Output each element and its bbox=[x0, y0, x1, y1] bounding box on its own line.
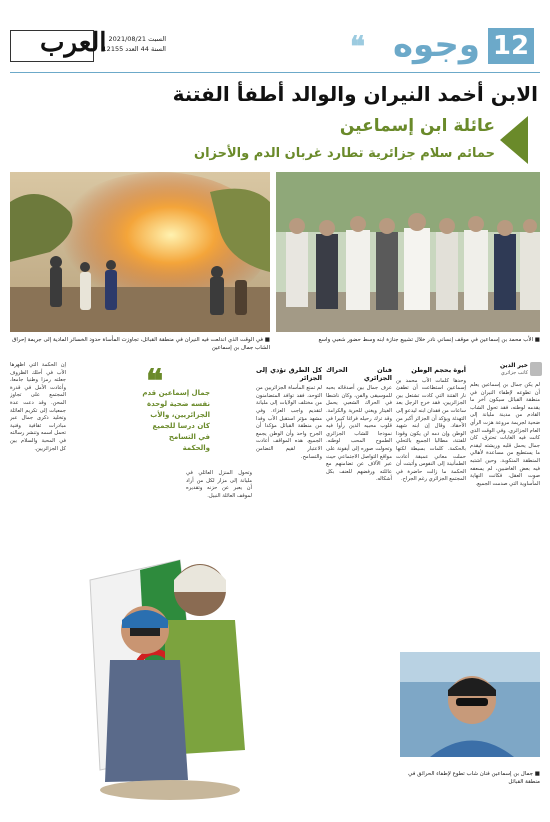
article-column-1 bbox=[470, 382, 540, 647]
pull-quote: جمال إسماعين قدم نفسه ضحية لوحدة الجزائريين، والأب كان درسا للجميع في التسامح والحكمة bbox=[142, 389, 210, 452]
newspaper-logo: العرب bbox=[40, 28, 107, 58]
strapline: حمائم سلام جزائرية تطارد غربان الدم والأحزان bbox=[193, 146, 495, 161]
column-3-subheading: فنان الحراك الجزائري bbox=[326, 366, 392, 382]
column-4-subheading: كل الطرق تؤدي إلى الجزائر bbox=[256, 366, 322, 382]
mourners-photo bbox=[276, 172, 540, 332]
author-avatar bbox=[530, 362, 542, 376]
date-line: السبت 2021/08/21 bbox=[108, 35, 166, 43]
section-title: وجوه bbox=[392, 25, 480, 65]
column-4-text: لم تمنع المأساة الجزائريين من التوحد، فقد توافد المتضامنون من مختلف الولايات إلى مليانة لتقديم واجب العزاء. وفي مشهد مؤثر استقبل الأب وفدا من منطقة القبائل مؤكدا أن الجرح واحد وأن الوطن يجمع الجميع. هذه المواقف أعادت الاعتبار لقيم التضامن والتسامح. bbox=[256, 385, 322, 460]
article-column-3 bbox=[326, 362, 392, 822]
byline-role: كاتب جزائري bbox=[500, 370, 528, 376]
fire-photo-caption: ■ في الوقت الذي اندلعت فيه النيران في منطقة القبائل، تجاوزت المأساة حدود الخسائر المادية إلى جريمة إحراق الشاب جمال بن إسماعين bbox=[12, 337, 270, 351]
column-5-text: وتحول المنزل العائلي في مليانة إلى مزار لكل من أراد أن يعبر عن حزنه وتقديره لموقف العائلة النبيل. bbox=[186, 470, 252, 499]
column-7-text: إن الحكمة التي أظهرها الأب في أحلك الظروف جعلته رمزا وطنيا جامعا، وأعادت الأمل في قدرة المجتمع على تجاوز المحن. وقد دعت عدة جمعيات إلى تكريم العائلة وتخليد ذكرى جمال عبر مبادرات ثقافية وفنية تحمل اسمه وتنشر رسالته في المحبة والسلام بين كل الجزائريين. bbox=[10, 362, 66, 452]
issue-line: السنة 44 العدد 12155 bbox=[102, 45, 166, 53]
byline-name: خير الدين bbox=[499, 362, 528, 369]
page-number: 12 bbox=[488, 28, 534, 64]
mourners-photo-caption: ■ الأب محمد بن إسماعين في موقف إنساني نادر خلال تشييع جنازة ابنه وسط حضور شعبي واسع bbox=[318, 337, 540, 343]
portrait-caption: ■ جمال بن إسماعين فنان شاب تطوع لإطفاء الحرائق في منطقة القبائل bbox=[408, 771, 540, 785]
fire-photo bbox=[10, 172, 270, 332]
caricature-illustration bbox=[70, 520, 270, 810]
pull-quote-icon: ❝ bbox=[146, 362, 164, 400]
article-column-7 bbox=[10, 362, 66, 822]
column-1-text: لم يكن جمال بن إسماعين يعلم أن تطوعه لإطفاء النيران في منطقة القبائل سيكون آخر ما يقدمه لوطنه، فقد تحول الشاب القادم من مدينة مليانة إلى ضحية لجريمة مروعة هزت الرأي العام الجزائري. وفي الوقت الذي كانت فيه الغابات تحترق، كان جمال يحمل قلبه وريشته ليقدم ما يستطيع من مساعدة لأهالي المنطقة المنكوبة. وحين اشتبه فيه بعض الغاضبين، لم يسعفه صوت العقل، فكانت النهاية المأساوية التي صدمت الجميع. bbox=[470, 382, 540, 487]
header-rule bbox=[10, 72, 540, 73]
column-2-subheading: أبوة بحجم الوطن bbox=[411, 366, 466, 374]
publication-info bbox=[96, 34, 166, 54]
column-3-text: عرف جمال بين أصدقائه بحبه للموسيقى والفن، وكان ناشطا في الحراك الشعبي يحمل الغيتار ويغني للحرية والكرامة. وقد ترك رحيله فراغا كبيرا في قلوب محبيه الذين رأوا فيه نموذجا للشاب الجزائري الطموح المحب لوطنه. وتحولت صوره إلى أيقونة على مواقع التواصل الاجتماعي حيث عبر الآلاف عن تضامنهم مع عائلته ورفضهم للعنف بكل أشكاله. bbox=[326, 385, 392, 483]
headline: الابن أخمد النيران والوالد أطفأ الفتنة bbox=[172, 82, 538, 106]
article-column-5 bbox=[186, 470, 252, 520]
section-quote-icon: ❝ bbox=[350, 30, 366, 63]
subhead: عائلة ابن إسماعين bbox=[339, 116, 495, 136]
column-2-text: وحدها كلمات الأب محمد بن إسماعين استطاعت أن تطفئ نار الفتنة التي كادت تشتعل بين الجزائريين، فقد خرج الرجل بعد ساعات من فقدان ابنه ليدعو إلى التهدئة ويؤكد أن الجزائر أكبر من الأحقاد. وقال إن ابنه شهيد الوطن وإن دمه لن يكون وقودا للفتنة، مطالبا الجميع بالتحلي بالحكمة. كلمات بسيطة لكنها حملت معاني عميقة أعادت الطمأنينة إلى النفوس وأثبتت أن الحكمة ما زالت حاضرة في المجتمع الجزائري رغم الجراح. bbox=[396, 377, 466, 483]
portrait-photo bbox=[400, 652, 540, 757]
triangle-marker-icon bbox=[500, 116, 528, 164]
